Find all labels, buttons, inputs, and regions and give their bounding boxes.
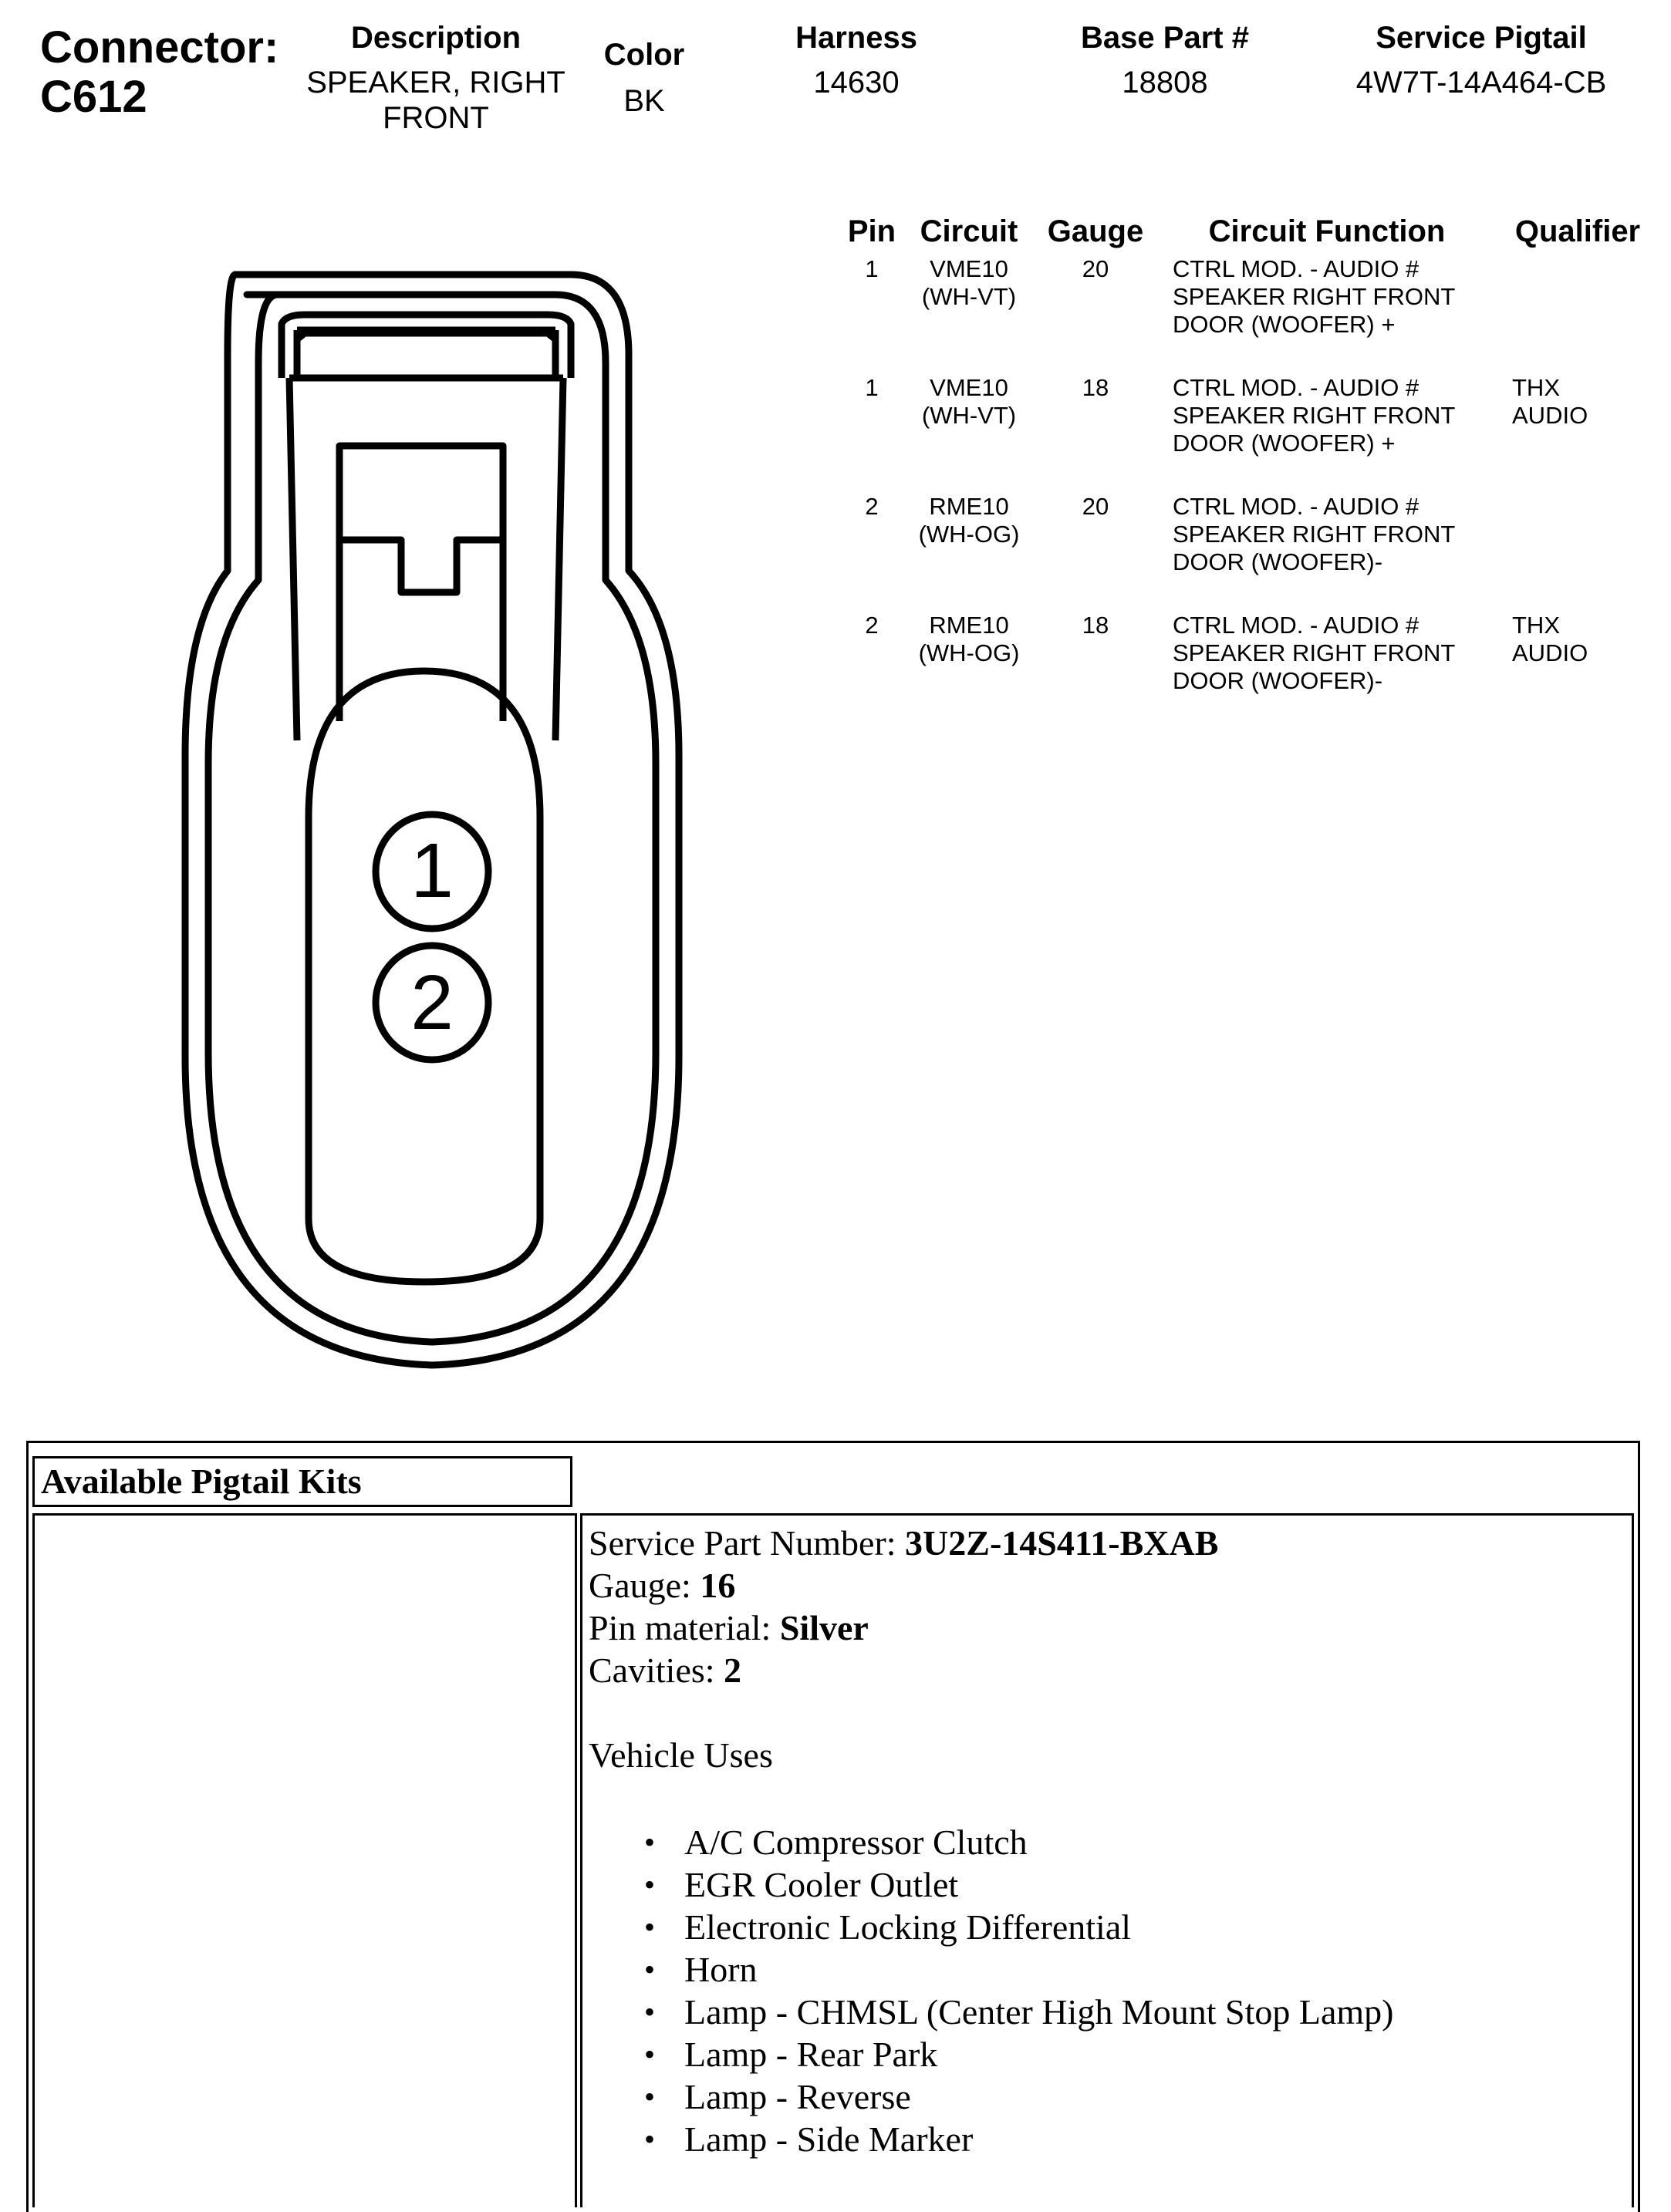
circuit-cell (903, 612, 1035, 730)
list-item: • Electronic Locking Differential (684, 1906, 1632, 1948)
pin-cell: 1 (865, 374, 879, 401)
description-column (289, 20, 582, 136)
function-cell (1156, 493, 1481, 612)
list-item: • Lamp - Reverse (684, 2075, 1632, 2118)
circuit-color: (WH-OG) (918, 521, 1020, 548)
function-line: SPEAKER RIGHT FRONT (1173, 639, 1456, 666)
service-pigtail-label: Service Pigtail (1376, 21, 1587, 55)
circuit-cell (903, 493, 1035, 612)
pin-cell: 2 (865, 493, 879, 520)
circuit-id: RME10 (929, 612, 1009, 639)
service-part-label: Service Part Number: (589, 1523, 906, 1563)
gauge-cell: 18 (1082, 612, 1109, 639)
col-circuit-function: Circuit Function (1208, 214, 1446, 248)
function-cell (1156, 612, 1481, 730)
pin-table-header (841, 214, 1643, 255)
qualifier-cell (1481, 493, 1643, 612)
pin-table (841, 214, 1643, 730)
service-pigtail-column (1311, 20, 1651, 100)
connector-face-diagram (170, 262, 694, 1388)
gauge-cell: 18 (1082, 374, 1109, 401)
pigtail-image-cell (32, 1513, 577, 2207)
cavities-label: Cavities: (589, 1651, 724, 1690)
col-circuit: Circuit (920, 214, 1018, 248)
function-line: CTRL MOD. - AUDIO # (1173, 255, 1420, 282)
qualifier-cell (1481, 255, 1643, 374)
col-qualifier: Qualifier (1514, 214, 1641, 248)
base-part-column (1045, 20, 1284, 100)
pigtail-details-cell (580, 1513, 1634, 2207)
list-item: • Lamp - Rear Park (684, 2033, 1632, 2075)
col-gauge: Gauge (1047, 214, 1144, 248)
function-line: DOOR (WOOFER)- (1173, 548, 1383, 575)
service-part-value: 3U2Z-14S411-BXAB (905, 1523, 1219, 1563)
list-item: • Lamp - Side Marker (684, 2118, 1632, 2160)
qualifier-cell (1481, 374, 1643, 493)
qualifier-line: THX (1512, 374, 1560, 401)
latch-notch (339, 540, 503, 592)
function-line: CTRL MOD. - AUDIO # (1173, 374, 1420, 401)
pin-material-line (589, 1607, 1632, 1649)
circuit-id: VME10 (930, 255, 1008, 282)
function-line: CTRL MOD. - AUDIO # (1173, 493, 1420, 520)
qualifier-line: THX (1512, 612, 1560, 639)
circuit-cell (903, 374, 1035, 493)
vehicle-uses-label: Vehicle Uses (589, 1735, 773, 1775)
cavities-line (589, 1649, 1632, 1691)
vehicle-uses-list (589, 1821, 1632, 2160)
table-row (841, 612, 1643, 730)
cavities-value: 2 (724, 1651, 742, 1690)
harness-value: 14630 (813, 66, 900, 99)
color-label: Color (603, 38, 685, 72)
list-item: • A/C Compressor Clutch (684, 1821, 1632, 1863)
connector-label: Connector: (40, 22, 279, 72)
pin-material-value: Silver (779, 1608, 869, 1647)
function-line: DOOR (WOOFER) + (1173, 311, 1396, 338)
color-column (586, 37, 702, 119)
circuit-color: (WH-OG) (918, 639, 1020, 666)
pin-2-label: 2 (410, 959, 454, 1046)
table-row (841, 493, 1643, 612)
latch-arm-left (289, 378, 297, 740)
gauge-value: 16 (700, 1566, 736, 1605)
circuit-id: RME10 (929, 493, 1009, 520)
pin-cell: 2 (865, 612, 879, 639)
gauge-cell: 20 (1082, 255, 1109, 282)
circuit-color: (WH-VT) (921, 283, 1017, 310)
function-line: CTRL MOD. - AUDIO # (1173, 612, 1420, 639)
function-line: SPEAKER RIGHT FRONT (1173, 521, 1456, 548)
col-pin: Pin (847, 214, 896, 248)
qualifier-line: AUDIO (1512, 402, 1588, 429)
connector-inner-shell (208, 295, 656, 1342)
function-line: DOOR (WOOFER)- (1173, 667, 1383, 694)
description-label: Description (350, 21, 522, 55)
service-part-line (589, 1522, 1632, 1564)
connector-id: C612 (40, 72, 147, 122)
circuit-color: (WH-VT) (921, 402, 1017, 429)
base-part-label: Base Part # (1081, 21, 1249, 55)
table-row (841, 374, 1643, 493)
list-item: • EGR Cooler Outlet (684, 1863, 1632, 1906)
latch-bar (297, 333, 555, 339)
qualifier-line: AUDIO (1512, 639, 1588, 666)
harness-label: Harness (795, 21, 917, 55)
pin-material-label: Pin material: (589, 1608, 780, 1647)
circuit-id: VME10 (930, 374, 1008, 401)
function-cell (1156, 374, 1481, 493)
pin-cell: 1 (865, 255, 879, 282)
gauge-label: Gauge: (589, 1566, 700, 1605)
pin-1-label: 1 (410, 828, 454, 914)
latch-arm-right (555, 378, 563, 740)
connector-title (40, 23, 278, 122)
spacer (589, 1691, 1632, 1734)
gauge-line (589, 1564, 1632, 1607)
service-pigtail-value: 4W7T-14A464-CB (1355, 66, 1607, 99)
function-line: SPEAKER RIGHT FRONT (1173, 283, 1456, 310)
list-item: • Horn (684, 1948, 1632, 1991)
table-row (841, 255, 1643, 374)
circuit-cell (903, 255, 1035, 374)
pigtail-kits-title: Available Pigtail Kits (32, 1456, 572, 1507)
harness-column (771, 20, 941, 100)
gauge-cell: 20 (1082, 493, 1109, 520)
color-value: BK (623, 84, 665, 118)
function-line: DOOR (WOOFER) + (1173, 430, 1396, 457)
description-value: SPEAKER, RIGHT FRONT (306, 66, 565, 135)
list-item: • Lamp - CHMSL (Center High Mount Stop Lamp) (684, 1991, 1632, 2033)
qualifier-cell (1481, 612, 1643, 730)
latch-frame (282, 315, 571, 378)
function-cell (1156, 255, 1481, 374)
function-line: SPEAKER RIGHT FRONT (1173, 402, 1456, 429)
base-part-value: 18808 (1122, 66, 1208, 99)
